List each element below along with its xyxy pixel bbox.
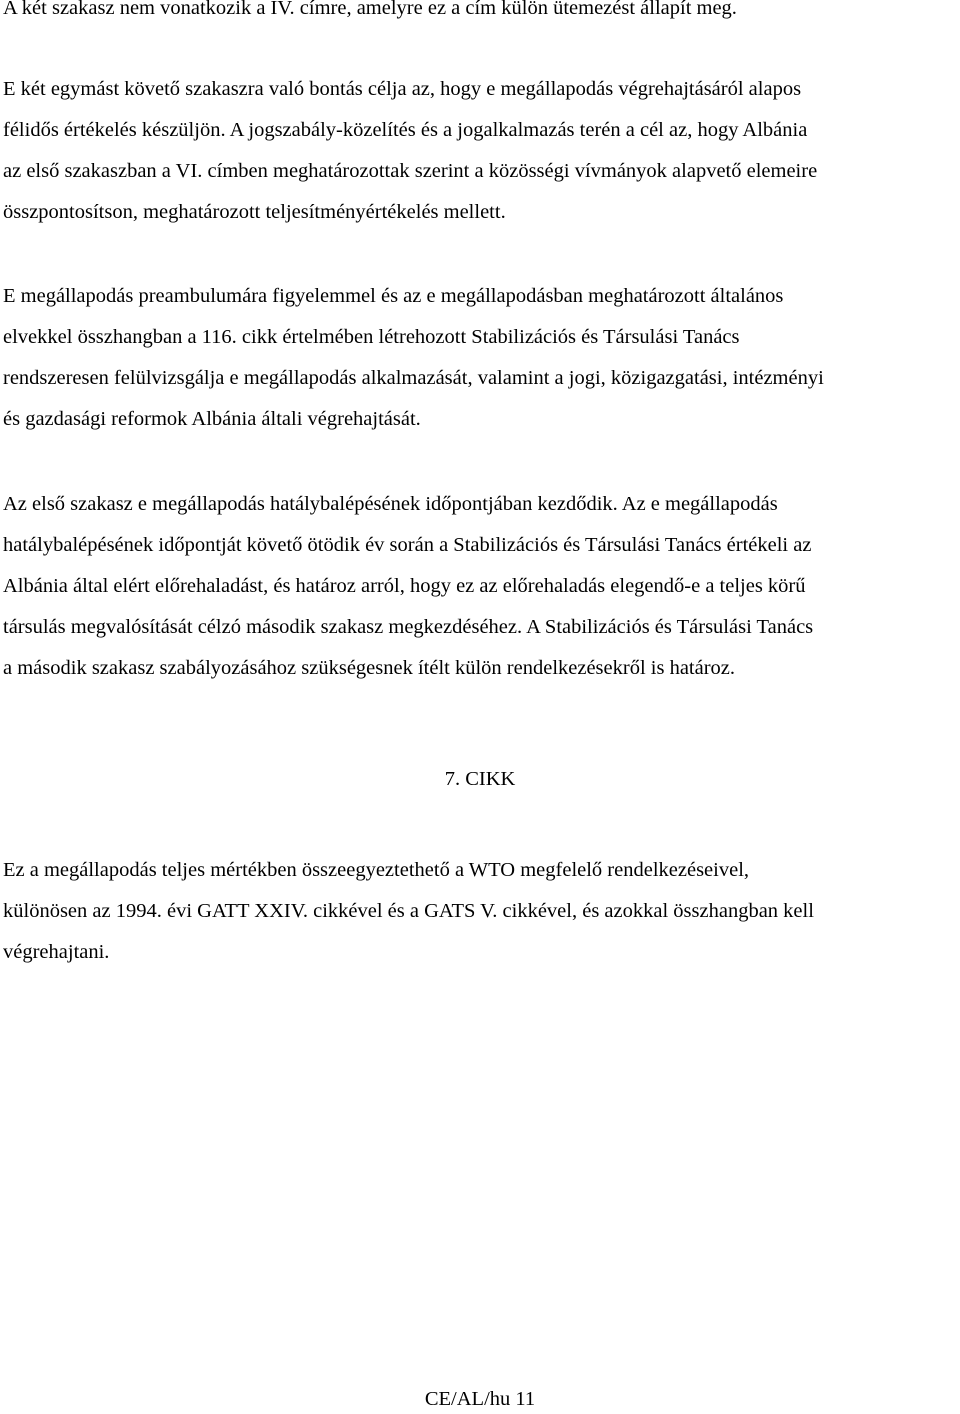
text-line: különösen az 1994. évi GATT XXIV. cikkével és a GATS V. cikkével, és azokkal összhangban kell [3,900,814,922]
text-line: elvekkel összhangban a 116. cikk értelmében létrehozott Stabilizációs és Társulási Tanács [3,326,740,348]
text-line: rendszeresen felülvizsgálja e megállapodás alkalmazását, valamint a jogi, közigazgatási, intézményi [3,367,824,389]
paragraph-stage-exclusion [3,0,959,23]
text-line: Az első szakasz e megállapodás hatálybalépésének időpontjában kezdődik. Az e megállapodás [3,493,778,515]
text-line: a második szakasz szabályozásához szükségesnek ítélt külön rendelkezésekről is határoz. [3,657,736,679]
text-line: összpontosítson, meghatározott teljesítményértékelés mellett. [3,201,506,223]
text-line: az első szakaszban a VI. címben meghatározottak szerint a közösségi vívmányok alapvető elemeire [3,160,818,182]
text-line: hatálybalépésének időpontját követő ötödik év során a Stabilizációs és Társulási Tanács értékeli az [3,534,812,556]
text-line: és gazdasági reformok Albánia általi végrehajtását. [3,408,421,430]
text-line: Albánia által elért előrehaladást, és határoz arról, hogy ez az előrehaladás elegendő-e a teljes körű [3,575,806,597]
article-heading: 7. CIKK [444,768,516,790]
text-line: félidős értékelés készüljön. A jogszabály-közelítés és a jogalkalmazás terén a cél az, hogy Albánia [3,119,808,141]
text-line: A két szakasz nem vonatkozik a IV. címre, amelyre ez a cím külön ütemezést állapít meg. [3,0,737,19]
page-footer: CE/AL/hu 11 [424,1388,536,1410]
text-line: végrehajtani. [3,941,110,963]
text-line: E két egymást követő szakaszra való bontás célja az, hogy e megállapodás végrehajtásáról alapos [3,78,802,100]
paragraph-first-stage [3,484,959,689]
paragraph-wto-compatibility [3,850,959,973]
paragraph-council-review [3,276,959,440]
paragraph-stage-purpose [3,69,959,233]
text-line: E megállapodás preambulumára figyelemmel és az e megállapodásban meghatározott általános [3,285,784,307]
text-line: Ez a megállapodás teljes mértékben összeegyeztethető a WTO megfelelő rendelkezéseivel, [3,859,750,881]
text-line: társulás megvalósítását célzó második szakasz megkezdéséhez. A Stabilizációs és Társulási Tanács [3,616,814,638]
